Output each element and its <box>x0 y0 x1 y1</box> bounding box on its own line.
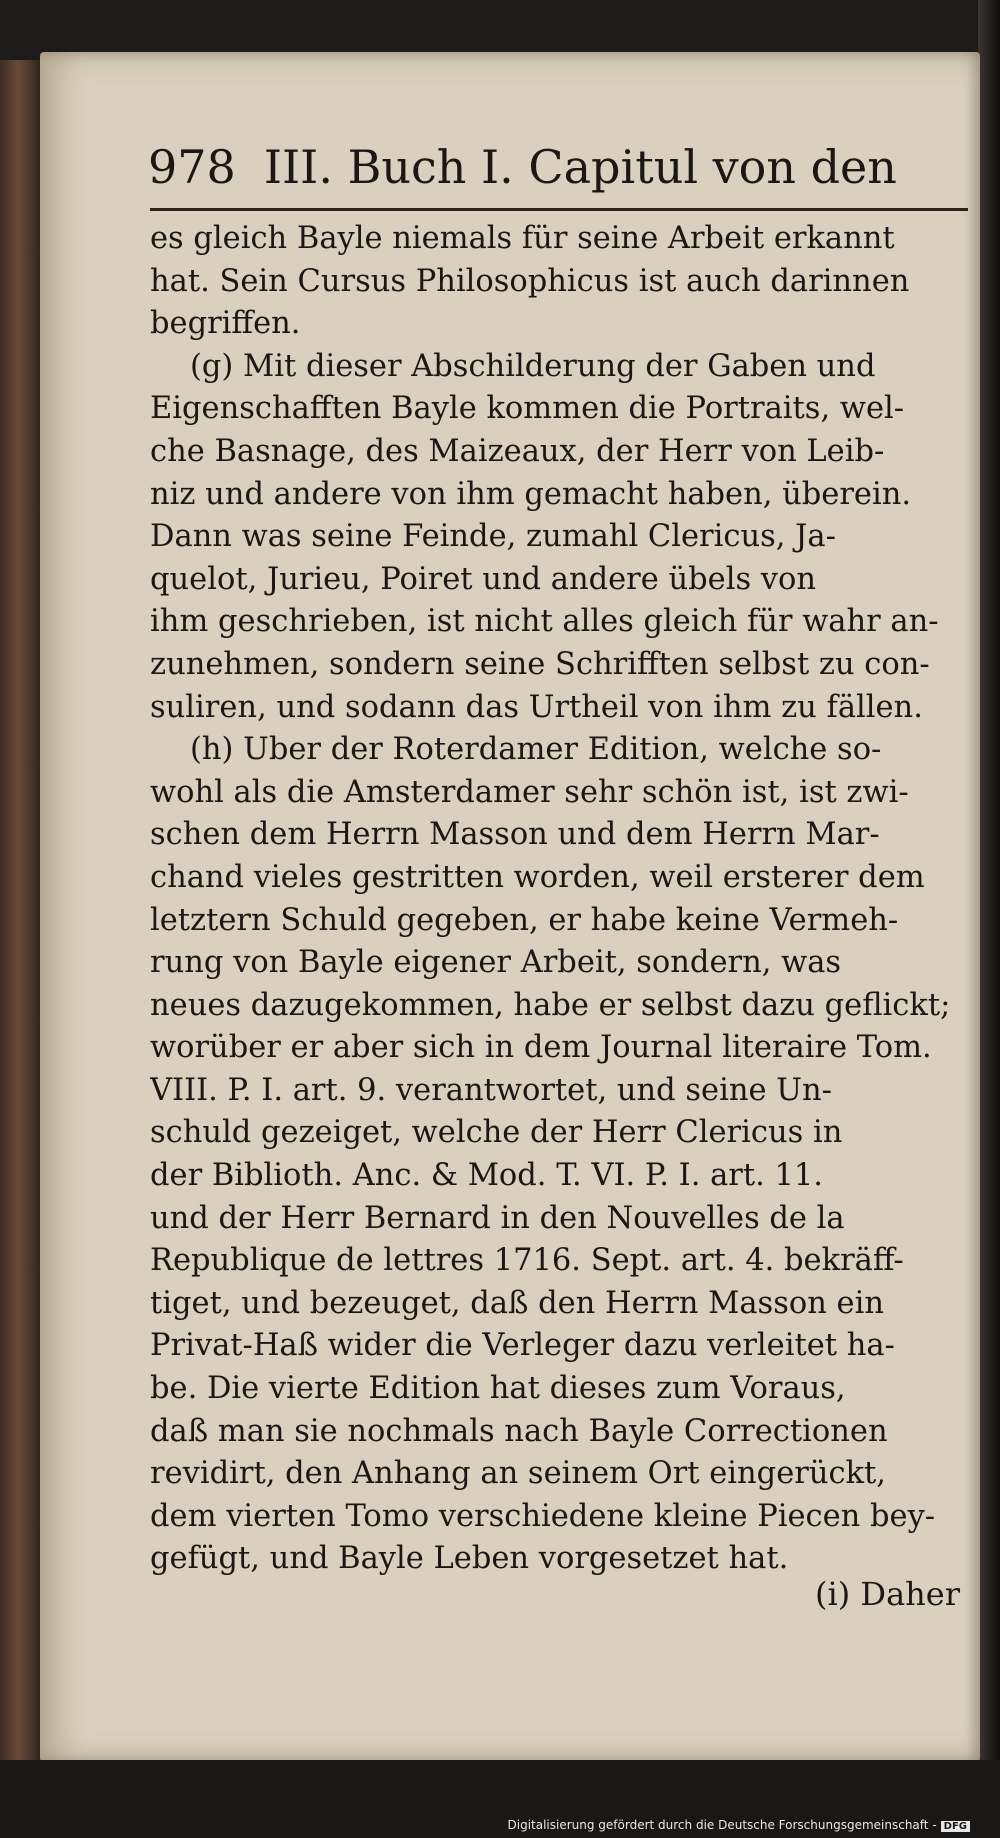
text-line: schuld gezeiget, welche der Herr Clericus in <box>150 1115 843 1151</box>
text-line: neues dazugekommen, habe er selbst dazu geflickt; <box>150 987 951 1023</box>
text-line: rung von Bayle eigener Arbeit, sondern, was <box>150 945 842 981</box>
text-line: schen dem Herrn Masson und dem Herrn Mar- <box>150 817 880 853</box>
credit-text: Digitalisierung gefördert durch die Deutsche Forschungsgemeinschaft - <box>507 1818 937 1832</box>
dfg-logo: DFG <box>941 1821 970 1832</box>
text-line: Privat-Haß wider die Verleger dazu verleitet ha- <box>150 1328 895 1364</box>
text-line: und der Herr Bernard in den Nouvelles de la <box>150 1200 845 1236</box>
page-number: 978 <box>148 140 236 194</box>
text-line: daß man sie nochmals nach Bayle Correctionen <box>150 1413 888 1449</box>
running-head <box>148 140 908 210</box>
body-text <box>150 218 968 1581</box>
text-line: Eigenschafften Bayle kommen die Portraits, wel- <box>150 391 905 427</box>
scan-right-edge <box>978 0 1000 1838</box>
text-line: ihm geschrieben, ist nicht alles gleich für wahr an- <box>150 604 939 640</box>
text-line: es gleich Bayle niemals für seine Arbeit erkannt <box>150 221 895 256</box>
running-head-title: III. Buch I. Capitul von den <box>263 140 897 194</box>
text-line: niz und andere von ihm gemacht haben, überein. <box>150 476 912 512</box>
text-line: be. Die vierte Edition hat dieses zum Voraus, <box>150 1371 846 1407</box>
catchword: (i) Daher <box>815 1575 960 1613</box>
text-line: revidirt, den Anhang an seinem Ort eingerückt, <box>150 1456 886 1492</box>
text-line: dem vierten Tomo verschiedene kleine Piecen bey- <box>150 1498 936 1534</box>
digitization-credit <box>508 1818 971 1832</box>
text-line: suliren, und sodann das Urtheil von ihm zu fällen. <box>150 689 923 725</box>
text-line: worüber er aber sich in dem Journal literaire Tom. <box>150 1030 932 1066</box>
text-line: tiget, und bezeuget, daß den Herrn Masson ein <box>150 1285 884 1321</box>
scan-top-edge <box>0 0 1000 60</box>
text-line: hat. Sein Cursus Philosophicus ist auch darinnen <box>150 263 910 299</box>
text-line: che Basnage, des Maizeaux, der Herr von Leib- <box>150 433 885 469</box>
text-line: Republique de lettres 1716. Sept. art. 4. bekräff- <box>150 1243 904 1279</box>
text-line: Dann was seine Feinde, zumahl Clericus, Ja- <box>150 519 836 555</box>
text-line: VIII. P. I. art. 9. verantwortet, und seine Un- <box>150 1072 832 1108</box>
text-line: begriffen. <box>150 306 301 342</box>
text-line: (h) Uber der Roterdamer Edition, welche so- <box>190 732 882 768</box>
text-line: wohl als die Amsterdamer sehr schön ist, ist zwi- <box>150 774 909 810</box>
text-line: zunehmen, sondern seine Schrifften selbst zu con- <box>150 646 930 682</box>
text-line: (g) Mit dieser Abschilderung der Gaben und <box>190 348 876 384</box>
text-line: letztern Schuld gegeben, er habe keine Vermeh- <box>150 902 899 938</box>
text-line: der Biblioth. Anc. & Mod. T. VI. P. I. art. 11. <box>150 1158 823 1194</box>
header-rule <box>150 208 968 211</box>
text-line: quelot, Jurieu, Poiret und andere übels von <box>150 561 817 597</box>
text-line: gefügt, und Bayle Leben vorgesetzet hat. <box>150 1541 789 1577</box>
text-line: chand vieles gestritten worden, weil ersterer dem <box>150 859 925 895</box>
